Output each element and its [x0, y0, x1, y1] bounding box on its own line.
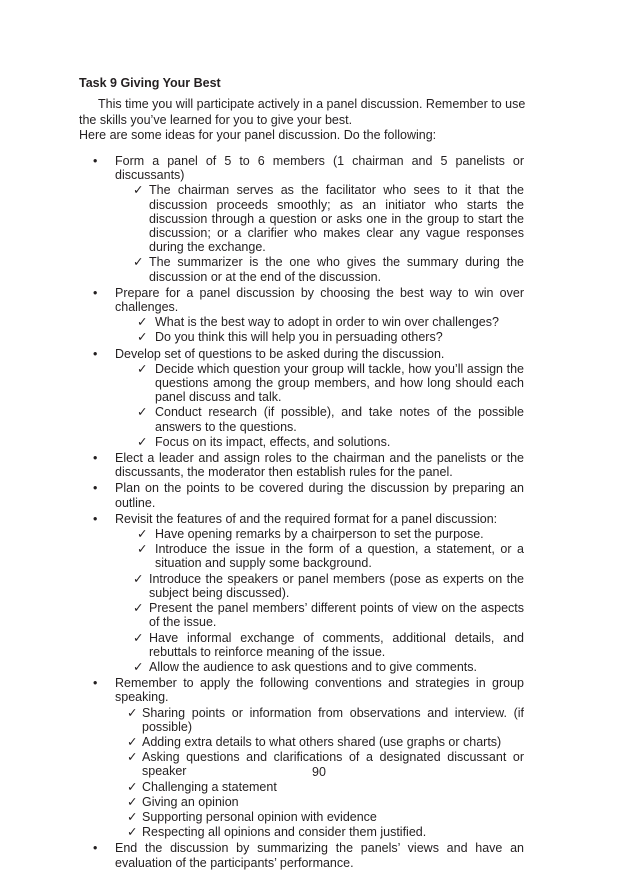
bullet-text: Form a panel of 5 to 6 members (1 chairman and 5 panelists or discussants): [115, 154, 524, 183]
checkmark-icon: ✓: [133, 659, 144, 674]
checklist-item: [115, 706, 524, 734]
checklist-text: Do you think this will help you in persuading others?: [155, 330, 443, 345]
checkmark-icon: ✓: [137, 315, 148, 330]
checkmark-icon: ✓: [127, 750, 138, 765]
checklist-item: [115, 362, 524, 405]
checkmark-icon: ✓: [127, 809, 138, 824]
bullet-icon: •: [93, 511, 98, 526]
checklist-text: Present the panel members’ different points of view on the aspects of the issue.: [149, 601, 524, 630]
checkmark-icon: ✓: [137, 330, 148, 345]
bullet-icon: •: [93, 285, 98, 300]
checklist-text: Decide which question your group will tackle, how you’ll assign the questions among the group members, and how long should each panel discuss and talk.: [155, 361, 524, 405]
checklist-text: What is the best way to adopt in order to win over challenges?: [155, 315, 499, 330]
instruction-list: [79, 152, 524, 870]
checklist-text: Have informal exchange of comments, additional details, and rebuttals to reinforce meaning of the issue.: [149, 630, 524, 659]
checkmark-icon: ✓: [127, 825, 138, 840]
checkmark-icon: ✓: [127, 794, 138, 809]
bullet-icon: •: [93, 676, 98, 691]
bullet-item: [79, 841, 524, 869]
checkmark-icon: ✓: [133, 601, 144, 616]
bullet-item: [79, 347, 524, 449]
checklist-text: Challenging a statement: [142, 779, 277, 794]
bullet-text: Plan on the points to be covered during the discussion by preparing an outline.: [115, 481, 524, 510]
checklist: [115, 315, 524, 344]
checklist-text: Allow the audience to ask questions and to give comments.: [149, 659, 477, 674]
checklist-text: Introduce the speakers or panel members (pose as experts on the subject being discussed).: [149, 571, 524, 600]
checklist: [115, 362, 524, 449]
checkmark-icon: ✓: [137, 434, 148, 449]
checklist-text: Asking questions and clarifications of a designated discussant or speaker: [142, 750, 524, 779]
checkmark-icon: ✓: [137, 405, 148, 420]
checklist-item: [115, 735, 524, 749]
checklist: [115, 527, 524, 674]
checklist-text: The chairman serves as the facilitator who sees to it that the discussion proceeds smoothly; as an initiator who starts the discussion through a question or asks one in the group to start the discussion; or a clarifier who makes clear any vague responses during the exchange.: [149, 183, 524, 255]
checklist-item: [115, 255, 524, 283]
checkmark-icon: ✓: [137, 542, 148, 557]
checklist-item: [115, 542, 524, 570]
bullet-text: Develop set of questions to be asked during the discussion.: [115, 346, 445, 361]
bullet-item: [79, 512, 524, 674]
bullet-icon: •: [93, 451, 98, 466]
checklist-item: [115, 825, 524, 839]
intro-paragraph: This time you will participate actively in a panel discussion. Remember to use the skills you’ve learned for you to give your best.: [79, 97, 526, 127]
checklist-item: [115, 795, 524, 809]
bullet-text: Prepare for a panel discussion by choosing the best way to win over challenges.: [115, 285, 524, 315]
checklist-item: [115, 330, 524, 344]
checklist-text: Introduce the issue in the form of a question, a statement, or a situation and supply some background.: [155, 542, 524, 571]
bullet-text: Elect a leader and assign roles to the chairman and the panelists or the discussants, the moderator then establish rules for the panel.: [115, 451, 524, 480]
checklist-item: [115, 660, 524, 674]
intro-paragraph: Here are some ideas for your panel discussion. Do the following:: [79, 128, 437, 142]
bullet-icon: •: [93, 841, 98, 856]
checklist-text: Giving an opinion: [142, 794, 239, 809]
checkmark-icon: ✓: [127, 779, 138, 794]
checklist-item: [115, 601, 524, 629]
checklist-text: Adding extra details to what others shared (use graphs or charts): [142, 734, 502, 749]
bullet-item: [79, 154, 524, 284]
checkmark-icon: ✓: [127, 734, 138, 749]
checkmark-icon: ✓: [133, 255, 144, 270]
bullet-icon: •: [93, 154, 98, 168]
bullet-text: Revisit the features of and the required format for a panel discussion:: [115, 511, 498, 526]
checklist-text: Supporting personal opinion with evidence: [142, 809, 377, 824]
bullet-item: [79, 676, 524, 839]
checklist-text: Sharing points or information from observations and interview. (if possible): [142, 705, 524, 734]
bullet-text: Remember to apply the following conventions and strategies in group speaking.: [115, 676, 524, 705]
checklist-item: [115, 405, 524, 433]
checklist-text: Have opening remarks by a chairperson to set the purpose.: [155, 527, 484, 542]
bullet-icon: •: [93, 481, 98, 496]
checklist-item: [115, 810, 524, 824]
bullet-item: [79, 481, 524, 509]
checkmark-icon: ✓: [137, 527, 148, 542]
checklist-item: [115, 780, 524, 794]
checklist-text: Focus on its impact, effects, and solutions.: [155, 434, 391, 449]
checklist-item: [115, 315, 524, 329]
page-number: 90: [312, 765, 326, 779]
checklist-item: [115, 631, 524, 659]
bullet-icon: •: [93, 346, 98, 361]
bullet-text: End the discussion by summarizing the panels’ views and have an evaluation of the participants’ performance.: [115, 841, 524, 870]
checklist: [115, 183, 524, 283]
checklist-text: Conduct research (if possible), and take notes of the possible answers to the questions.: [155, 405, 524, 434]
checkmark-icon: ✓: [133, 183, 144, 198]
checklist-text: The summarizer is the one who gives the summary during the discussion or at the end of the discussion.: [149, 255, 524, 284]
checklist-item: [115, 435, 524, 449]
checkmark-icon: ✓: [127, 705, 138, 720]
task-title: Task 9 Giving Your Best: [79, 76, 221, 90]
checkmark-icon: ✓: [133, 571, 144, 586]
checkmark-icon: ✓: [133, 630, 144, 645]
checklist-item: [115, 183, 524, 254]
checklist-item: [115, 527, 524, 541]
intro: [79, 97, 529, 144]
checklist-text: Respecting all opinions and consider them justified.: [142, 825, 427, 840]
bullet-item: [79, 451, 524, 479]
checklist-item: [115, 572, 524, 600]
checkmark-icon: ✓: [137, 361, 148, 376]
bullet-item: [79, 286, 524, 345]
